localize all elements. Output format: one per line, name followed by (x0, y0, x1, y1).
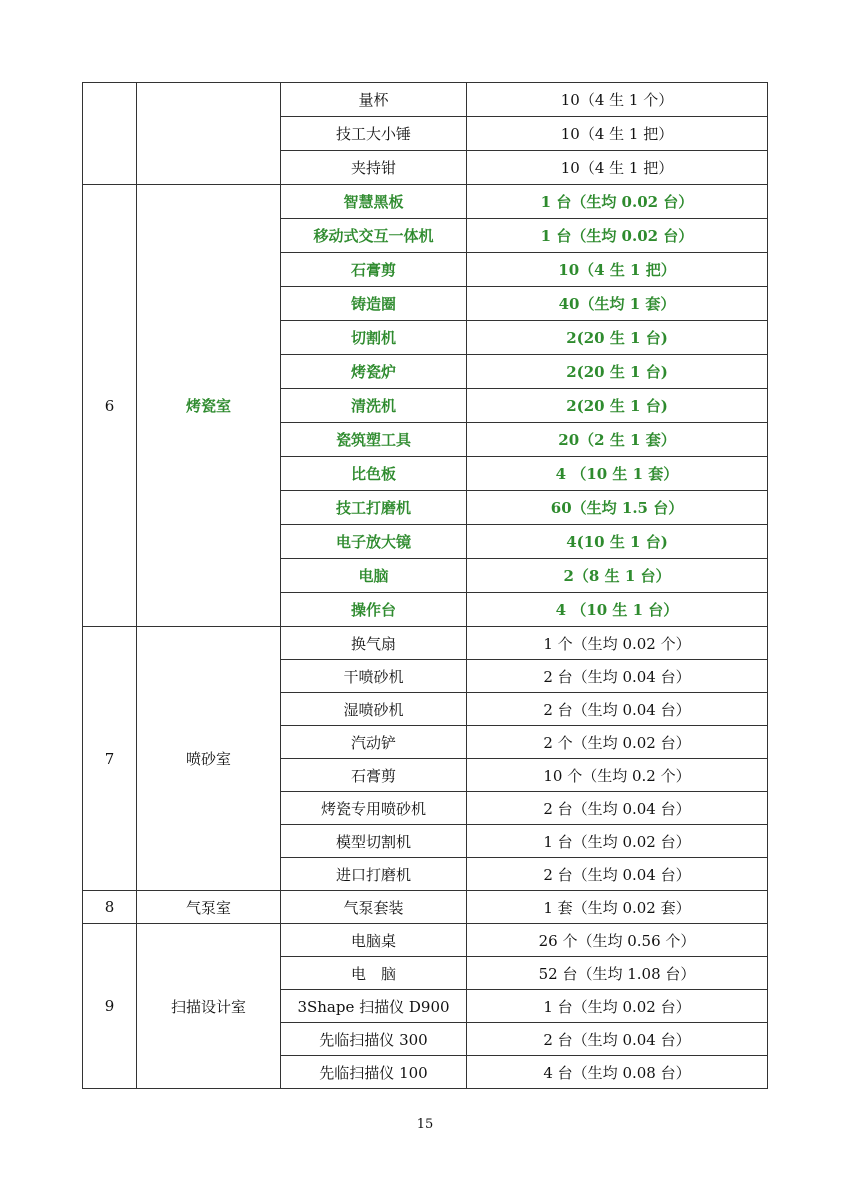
equipment-quantity-cell: 1 套（生均 0.02 套） (467, 891, 768, 924)
equipment-name-cell: 湿喷砂机 (281, 693, 467, 726)
equipment-quantity-cell: 4 （10 生 1 套） (467, 457, 768, 491)
room-number-cell: 9 (83, 924, 137, 1089)
equipment-quantity-cell: 2 台（生均 0.04 台） (467, 693, 768, 726)
table-row (83, 83, 768, 117)
equipment-quantity-cell: 1 台（生均 0.02 台） (467, 825, 768, 858)
equipment-quantity-cell: 10（4 生 1 把） (467, 117, 768, 151)
equipment-quantity-cell: 26 个（生均 0.56 个） (467, 924, 768, 957)
equipment-name-cell: 量杯 (281, 83, 467, 117)
equipment-quantity-cell: 20（2 生 1 套） (467, 423, 768, 457)
room-name-cell: 扫描设计室 (137, 924, 281, 1089)
equipment-name-cell: 切割机 (281, 321, 467, 355)
equipment-name-cell: 进口打磨机 (281, 858, 467, 891)
room-name-cell: 烤瓷室 (137, 185, 281, 627)
equipment-name-cell: 比色板 (281, 457, 467, 491)
equipment-quantity-cell: 1 台（生均 0.02 台） (467, 219, 768, 253)
room-number-cell: 7 (83, 627, 137, 891)
room-name-cell (137, 83, 281, 185)
equipment-quantity-cell: 2 台（生均 0.04 台） (467, 660, 768, 693)
equipment-quantity-cell: 10（4 生 1 把） (467, 151, 768, 185)
equipment-name-cell: 智慧黑板 (281, 185, 467, 219)
equipment-quantity-cell: 10 个（生均 0.2 个） (467, 759, 768, 792)
equipment-name-cell: 电子放大镜 (281, 525, 467, 559)
equipment-name-cell: 先临扫描仪 300 (281, 1023, 467, 1056)
equipment-quantity-cell: 4 （10 生 1 台） (467, 593, 768, 627)
equipment-quantity-cell: 2 台（生均 0.04 台） (467, 792, 768, 825)
equipment-quantity-cell: 2 台（生均 0.04 台） (467, 858, 768, 891)
equipment-quantity-cell: 10（4 生 1 把） (467, 253, 768, 287)
equipment-name-cell: 模型切割机 (281, 825, 467, 858)
table-row (83, 185, 768, 219)
room-number-cell: 6 (83, 185, 137, 627)
page-number: 15 (416, 1117, 434, 1132)
equipment-quantity-cell: 2 个（生均 0.02 台） (467, 726, 768, 759)
equipment-quantity-cell: 2 台（生均 0.04 台） (467, 1023, 768, 1056)
equipment-name-cell: 烤瓷炉 (281, 355, 467, 389)
equipment-quantity-cell: 4 台（生均 0.08 台） (467, 1056, 768, 1089)
equipment-name-cell: 铸造圈 (281, 287, 467, 321)
equipment-name-cell: 气泵套装 (281, 891, 467, 924)
equipment-name-cell: 先临扫描仪 100 (281, 1056, 467, 1089)
room-name-cell: 气泵室 (137, 891, 281, 924)
room-name-cell: 喷砂室 (137, 627, 281, 891)
equipment-name-cell: 汽动铲 (281, 726, 467, 759)
equipment-quantity-cell: 2(20 生 1 台) (467, 389, 768, 423)
equipment-name-cell: 干喷砂机 (281, 660, 467, 693)
equipment-name-cell: 3Shape 扫描仪 D900 (281, 990, 467, 1023)
equipment-name-cell: 操作台 (281, 593, 467, 627)
equipment-name-cell: 石膏剪 (281, 759, 467, 792)
equipment-quantity-cell: 40（生均 1 套） (467, 287, 768, 321)
equipment-table-body (83, 83, 768, 1089)
equipment-table (82, 82, 768, 1089)
equipment-name-cell: 移动式交互一体机 (281, 219, 467, 253)
equipment-quantity-cell: 2（8 生 1 台） (467, 559, 768, 593)
equipment-name-cell: 电脑 (281, 559, 467, 593)
table-row (83, 924, 768, 957)
equipment-quantity-cell: 52 台（生均 1.08 台） (467, 957, 768, 990)
equipment-quantity-cell: 1 个（生均 0.02 个） (467, 627, 768, 660)
equipment-name-cell: 技工打磨机 (281, 491, 467, 525)
equipment-quantity-cell: 4(10 生 1 台) (467, 525, 768, 559)
table-row (83, 627, 768, 660)
equipment-quantity-cell: 2(20 生 1 台) (467, 321, 768, 355)
equipment-quantity-cell: 1 台（生均 0.02 台） (467, 990, 768, 1023)
equipment-name-cell: 电脑桌 (281, 924, 467, 957)
equipment-name-cell: 烤瓷专用喷砂机 (281, 792, 467, 825)
equipment-name-cell: 换气扇 (281, 627, 467, 660)
equipment-quantity-cell: 60（生均 1.5 台） (467, 491, 768, 525)
equipment-name-cell: 石膏剪 (281, 253, 467, 287)
equipment-name-cell: 电 脑 (281, 957, 467, 990)
equipment-name-cell: 夹持钳 (281, 151, 467, 185)
equipment-name-cell: 瓷筑塑工具 (281, 423, 467, 457)
equipment-quantity-cell: 2(20 生 1 台) (467, 355, 768, 389)
room-number-cell (83, 83, 137, 185)
equipment-quantity-cell: 10（4 生 1 个） (467, 83, 768, 117)
equipment-quantity-cell: 1 台（生均 0.02 台） (467, 185, 768, 219)
equipment-name-cell: 清洗机 (281, 389, 467, 423)
room-number-cell: 8 (83, 891, 137, 924)
equipment-name-cell: 技工大小锤 (281, 117, 467, 151)
table-row (83, 891, 768, 924)
